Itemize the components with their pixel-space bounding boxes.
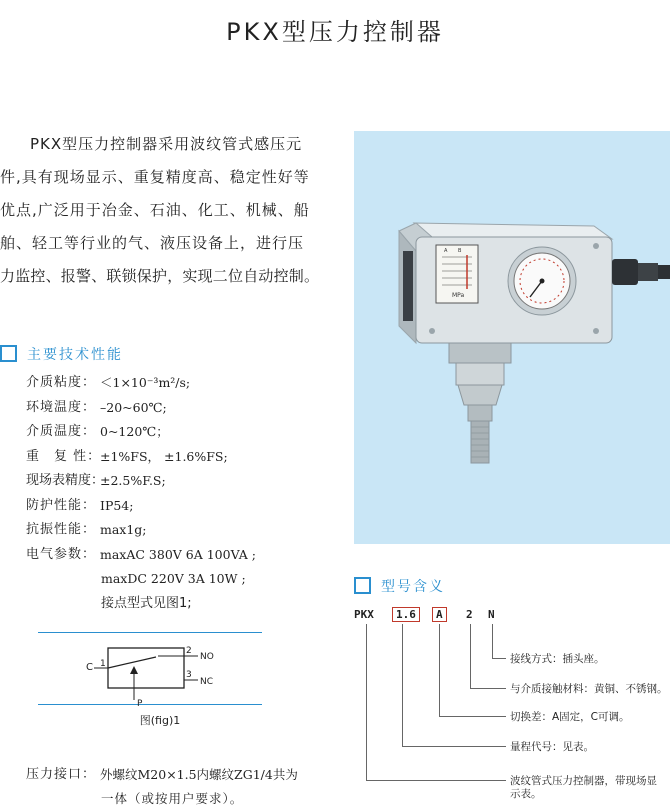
spec-row [26,469,326,494]
spec-label: 介质温度： [26,424,97,439]
spec-row [26,420,326,445]
spec-label: 介质粘度： [26,375,97,390]
leader-line [366,624,367,780]
leader-line [470,624,471,688]
spec-row [26,371,326,396]
diagram-top-rule [38,632,262,633]
model-heading-text: 型号含义 [381,579,445,595]
spec-label: 环境温度： [26,399,97,415]
diagram-label-nc: NC [200,677,214,687]
connection-label: 压力接口： [26,767,97,782]
pressure-controller-illustration [354,131,670,544]
leader-line [402,624,403,746]
leader-line [402,746,506,747]
diagram-label-no: NO [200,652,214,662]
model-code-part: PKX [354,608,374,621]
diagram-num-2: 2 [186,646,192,656]
leader-line [366,780,506,781]
spec-extra-line: 接点型式见图1; [101,595,192,611]
leader-line [492,624,493,658]
contact-diagram [80,642,230,708]
specs-heading-text: 主要技术性能 [27,347,123,363]
intro-line: 力监控、报警、联锁保护，实现二位自动控制。 [0,267,320,285]
product-photo [354,131,670,544]
spec-row [26,494,326,519]
spec-value: 0~120℃； [100,424,169,439]
diagram-caption: 图(fig)1 [139,714,181,727]
leader-line [439,716,506,717]
leader-line [470,688,506,689]
photo-unit: MPa [452,292,465,299]
spec-label: 重 复 性： [26,448,102,464]
spec-label: 电气参数： [26,546,97,562]
leader-line [492,658,506,659]
spec-value: –20~60℃; [100,399,167,415]
spec-value: IP54; [100,497,134,513]
spec-label: 防护性能： [26,497,97,513]
intro-line: 舶、轻工等行业的气、液压设备上，进行压 [0,234,305,252]
spec-value: ±2.5%F.S; [100,473,166,488]
spec-value: ±1%FS， ±1.6%FS; [100,448,228,464]
diagram-label-c: C [86,662,93,673]
page-title: PKX型压力控制器 [226,18,444,46]
intro-line: PKX型压力控制器采用波纹管式感压元 [30,135,303,153]
model-description: 量程代号：见表。 [510,741,594,753]
model-description: 切换差：A固定，C可调。 [510,711,630,723]
model-code-part: 1.6 [392,607,420,622]
square-bullet-icon [354,577,371,594]
spec-label: 现场表精度： [26,473,105,488]
model-code-part: N [488,608,495,621]
photo-label-a: A [444,248,448,254]
model-description: 接线方式：插头座。 [510,653,605,665]
model-description: 波纹管式压力控制器，带现场显 [510,775,657,787]
connection-line: 外螺纹M20×1.5内螺纹ZG1/4共为 [100,767,298,782]
diagram-num-1: 1 [100,659,106,669]
photo-label-b: B [458,248,462,254]
spec-value: max1g; [100,522,147,537]
spec-extra-line: maxDC 220V 3A 10W ; [101,571,246,586]
intro-paragraph [0,128,324,293]
diagram-label-p: P [137,699,143,708]
spec-row [26,445,326,470]
diagram-num-3: 3 [186,670,192,680]
spec-label: 抗振性能： [26,522,97,537]
square-bullet-icon [0,345,17,362]
intro-line: 优点,广泛用于冶金、石油、化工、机械、船 [0,201,310,219]
model-heading [354,576,445,596]
model-code-part: 2 [466,608,473,621]
spec-value: ＜1×10⁻³m²/s; [100,375,191,390]
leader-line [439,624,440,716]
spec-row [26,396,326,421]
specs-list [26,371,326,616]
model-description: 与介质接触材料：黄铜、不锈钢。 [510,683,668,695]
spec-value: maxAC 380V 6A 100VA ; [100,546,256,562]
spec-row [26,543,326,568]
specs-heading [0,344,123,364]
connection-spec [26,763,326,811]
connection-line: 一体（或按用户要求）。 [101,791,244,806]
model-code-part: A [432,607,447,622]
spec-row [26,518,326,543]
intro-line: 件,具有现场显示、重复精度高、稳定性好等 [0,168,310,186]
model-description: 示表。 [510,788,542,800]
